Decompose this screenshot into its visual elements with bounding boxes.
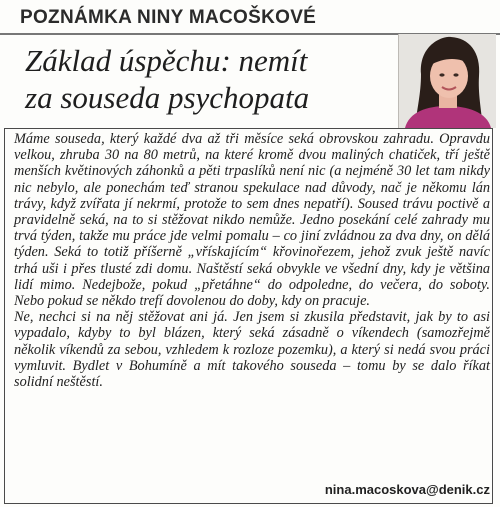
- article-body: [14, 131, 490, 390]
- title-line-1: Základ úspěchu: nemít: [25, 43, 308, 78]
- author-email[interactable]: nina.macoskova@denik.cz: [324, 482, 490, 497]
- author-photo: [398, 34, 496, 128]
- title-line-2: za souseda psychopata: [25, 80, 310, 115]
- article-title: [25, 42, 395, 116]
- paragraph-1: Máme souseda, který každé dva až tři měsíce seká obrovskou zahradu. Opravdu velkou, zhruba 30 na 80 metrů, na které kromě dvou maliných chatiček, tří ještě menších květinových záhonků a pěti trpaslíků není nic (a nejméně 30 let tam nikdy nic nebylo, ale ponechám teď stranou spekulace nad důvody, nač je někomu lán trávy, když zvířata jí nekrmí, protože to sem dnes nepatří). Soused trávu poctivě a pravidelně seká, na to si stěžovat nikdo nemůže. Jedno posekání celé zahrady mu trvá týden, takže mu práce jde velmi pomalu – co jiní zvládnou za dva dny, on dělá týden. Seká to totiž příšerně „vřískajícím“ křovinořezem, jehož zvuk ještě navíc trhá uši i přes tlusté zdi domu. Naštěstí seká obvykle ve všední dny, kdy je většina lidí mimo. Nedejbože, pokud „přetáhne“ do odpoledne, do večera, do soboty. Nebo pokud se někdo trefí dovolenou do doby, kdy on pracuje.: [14, 131, 490, 310]
- paragraph-2: Ne, nechci si na něj stěžovat ani já. Jen jsem si zkusila představit, jak by to asi vypadalo, kdyby to byl blázen, který seká zásadně o víkendech (samozřejmě několik víkendů za sebou, vzhledem k rozloze pozemku), a který si nedá svou práci vymluvit. Bydlet v Bohumíně a mít takového souseda – tomu by se dalo říkat solidní neštěstí.: [14, 309, 490, 391]
- column-header: POZNÁMKA NINY MACOŠKOVÉ: [20, 7, 317, 28]
- author-portrait-image: [399, 34, 496, 128]
